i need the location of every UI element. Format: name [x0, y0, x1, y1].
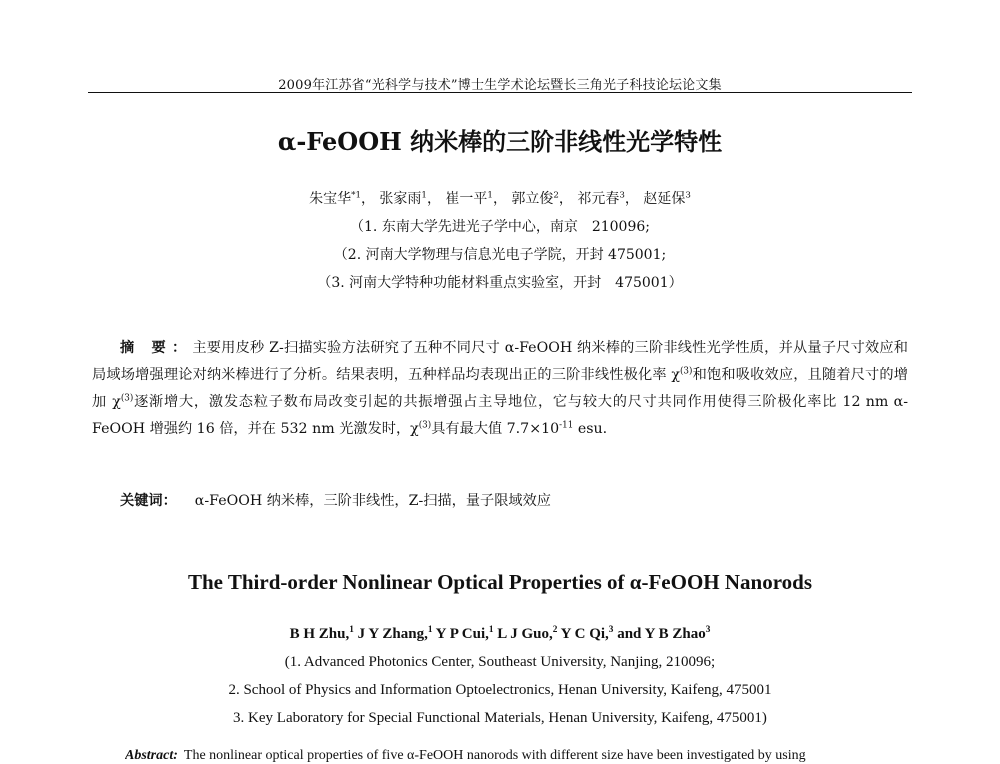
chi-superscript: (3) — [120, 393, 134, 404]
chi-superscript: (3) — [680, 366, 693, 377]
paper-title-cn: α-FeOOH 纳米棒的三阶非线性光学特性 — [277, 127, 723, 156]
author-name: 郭立俊 — [511, 191, 554, 207]
header-rule — [88, 92, 912, 93]
abstract-text: esu. — [573, 421, 608, 437]
affiliation-cn-1: （1. 东南大学先进光子学中心，南京 210096; — [350, 219, 650, 235]
abstract-text-en: The nonlinear optical properties of five α-FeOOH nanorods with different size have been investigated by using — [183, 748, 806, 763]
author-name: L J Guo, — [493, 626, 553, 642]
author-list-en — [0, 626, 1000, 643]
author-name: 张家雨 — [379, 191, 422, 207]
author-affiliation-mark: 1 — [487, 190, 493, 201]
author-affiliation-mark: 2 — [553, 190, 559, 201]
author-list-cn: 朱宝华$^{*1}$， 张家雨$^1$， 崔一平$^1$， 郭立俊$^2$， 祁元春$^3$， 赵延保$^3$ — [309, 190, 691, 207]
author-affiliation-mark: 2 — [552, 625, 558, 635]
author-affiliation-mark: *1 — [351, 190, 361, 201]
abstract-en — [125, 748, 915, 764]
paper-title-en: The Third-order Nonlinear Optical Properties of α-FeOOH Nanorods — [187, 570, 812, 594]
author-name: 祁元春 — [577, 191, 620, 207]
author-name: 赵延保 — [643, 191, 686, 207]
author-affiliation-mark: 3 — [608, 625, 614, 635]
author-affiliation-mark: 3 — [619, 190, 625, 201]
abstract-label-cn: 摘 要： — [120, 340, 193, 356]
author-name: Y C Qi, — [557, 626, 609, 642]
abstract-text: 主要用皮秒 Z-扫描实验方法研究了五种不同尺寸 α-FeOOH 纳米棒的三阶非线性光学性质，并从量子尺寸效应和局域场增强理论对纳米棒进行了分析。结果表明，五种样品均表现出正的三阶非线性极化率 χ — [92, 340, 908, 383]
author-affiliation-mark: 3 — [685, 190, 691, 201]
exponent-superscript: -11 — [559, 420, 574, 431]
author-name: B H Zhu, — [289, 626, 350, 642]
keywords-cn — [120, 490, 900, 510]
affiliation-en-3: 3. Key Laboratory for Special Functional Materials, Henan University, Kaifeng, 475001) — [233, 710, 767, 726]
author-affiliation-mark: 3 — [705, 625, 711, 635]
affiliation-en-1: (1. Advanced Photonics Center, Southeast University, Nanjing, 210096; — [284, 654, 716, 670]
running-header: 2009年江苏省“光科学与技术”博士生学术论坛暨长三角光子科技论坛论文集 — [278, 78, 722, 93]
abstract-text: 具有最大值 7.7×10 — [431, 421, 560, 437]
keywords-text: α-FeOOH 纳米棒，三阶非线性，Z-扫描，量子限域效应 — [194, 493, 551, 509]
author-affiliation-mark: 1 — [349, 625, 354, 635]
author-affiliation-mark: 1 — [421, 190, 427, 201]
author-name: 崔一平 — [445, 191, 488, 207]
affiliation-cn-3: （3. 河南大学特种功能材料重点实验室，开封 475001） — [317, 275, 683, 291]
author-name: and Y B Zhao — [613, 626, 706, 642]
chi-superscript: (3) — [418, 420, 432, 431]
abstract-cn — [92, 335, 908, 443]
affiliation-en-2: 2. School of Physics and Information Optoelectronics, Henan University, Kaifeng, 475001 — [228, 682, 772, 698]
author-affiliation-mark: 1 — [488, 625, 494, 635]
abstract-text: 逐渐增大，激发态粒子数布局改变引起的共振增强占主导地位，它与较大的尺寸共同作用使得三阶极化率比 12 nm α-FeOOH 增强约 16 倍，并在 532 nm 光激发时，χ — [92, 394, 908, 437]
author-affiliation-mark: 1 — [427, 625, 433, 635]
author-name: 朱宝华 — [309, 191, 352, 207]
author-name: J Y Zhang, — [353, 626, 428, 642]
keywords-label-cn: 关键词： — [120, 493, 177, 509]
abstract-text: 和饱和吸收效应，且随着尺寸的增加 χ — [92, 367, 908, 410]
affiliation-cn-2: （2. 河南大学物理与信息光电子学院，开封 475001; — [333, 247, 667, 263]
author-name: Y P Cui, — [432, 626, 489, 642]
abstract-label-en: Abstract: — [125, 748, 178, 763]
